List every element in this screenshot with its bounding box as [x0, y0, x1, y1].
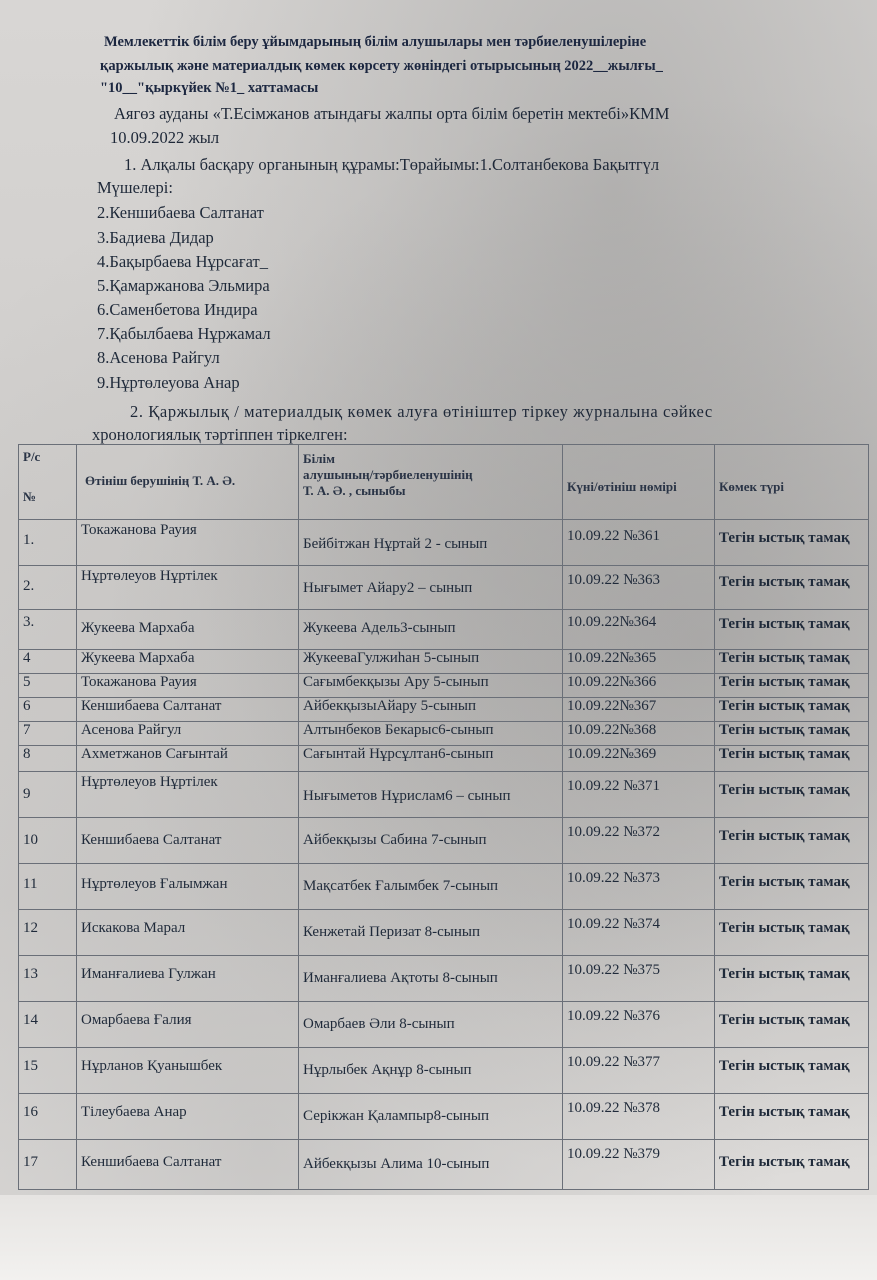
- student-name: Алтынбеков Бекарыс6-сынып: [299, 722, 563, 746]
- aid-type: Тегін ыстық тамақ: [715, 772, 869, 818]
- applicant-name: Нұртөлеуов Нұртілек: [77, 566, 299, 610]
- student-name: Мақсатбек Ғалымбек 7-сынып: [299, 864, 563, 910]
- applicant-name: Омарбаева Ғалия: [77, 1002, 299, 1048]
- application-date: 10.09.22№364: [563, 610, 715, 650]
- header-line-2: қаржылық және материалдық көмек көрсету жөніндегі отырысының 2022__жылғы_: [100, 58, 663, 74]
- table-row: [19, 772, 869, 818]
- aid-type: Тегін ыстық тамақ: [715, 910, 869, 956]
- applicant-name: Нұртөлеуов Ғалымжан: [77, 864, 299, 910]
- table-header-row: [19, 445, 869, 520]
- row-number: 10: [19, 818, 77, 864]
- row-number: 7: [19, 722, 77, 746]
- student-name: Кенжетай Перизат 8-сынып: [299, 910, 563, 956]
- student-name: Омарбаев Әли 8-сынып: [299, 1002, 563, 1048]
- aid-type: Тегін ыстық тамақ: [715, 520, 869, 566]
- application-date: 10.09.22 №379: [563, 1140, 715, 1190]
- applicant-name: Нұртөлеуов Нұртілек: [77, 772, 299, 818]
- section-2-subtitle: хронологиялық тәртіппен тіркелген:: [92, 425, 348, 444]
- table-row: [19, 910, 869, 956]
- applicant-name: Нұрланов Қуанышбек: [77, 1048, 299, 1094]
- applicant-name: Жукеева Мархаба: [77, 610, 299, 650]
- row-number: 13: [19, 956, 77, 1002]
- aid-type: Тегін ыстық тамақ: [715, 650, 869, 674]
- aid-type: Тегін ыстық тамақ: [715, 722, 869, 746]
- application-date: 10.09.22 №371: [563, 772, 715, 818]
- row-number: 17: [19, 1140, 77, 1190]
- header-date: Күні/өтініш нөмірі: [563, 445, 715, 520]
- applicant-name: Кеншибаева Салтанат: [77, 1140, 299, 1190]
- header-applicant: Өтініш берушінің Т. А. Ә.: [77, 445, 299, 520]
- row-number: 11: [19, 864, 77, 910]
- member-item: 9.Нұртөлеуова Анар: [97, 373, 240, 392]
- student-name: Сағынтай Нұрсұлтан6-сынып: [299, 746, 563, 772]
- application-date: 10.09.22№368: [563, 722, 715, 746]
- student-name: Айбекқызы Алима 10-сынып: [299, 1140, 563, 1190]
- member-item: 2.Кеншибаева Салтанат: [97, 203, 264, 222]
- row-number: 12: [19, 910, 77, 956]
- table-row: [19, 674, 869, 698]
- student-name: Нығымет Айару2 – сынып: [299, 566, 563, 610]
- aid-type: Тегін ыстық тамақ: [715, 864, 869, 910]
- table-row: [19, 956, 869, 1002]
- student-name: АйбекқызыАйару 5-сынып: [299, 698, 563, 722]
- application-date: 10.09.22№365: [563, 650, 715, 674]
- page-bottom-margin: [0, 1195, 877, 1280]
- section-2-title: 2. Қаржылық / материалдық көмек алуға өтініштер тіркеу журналына сәйкес: [130, 402, 713, 421]
- applicant-name: Искакова Марал: [77, 910, 299, 956]
- aid-type: Тегін ыстық тамақ: [715, 746, 869, 772]
- student-name: Сағымбекқызы Ару 5-сынып: [299, 674, 563, 698]
- table-row: [19, 746, 869, 772]
- applications-table: [18, 444, 869, 1190]
- application-date: 10.09.22№366: [563, 674, 715, 698]
- student-name: Айбекқызы Сабина 7-сынып: [299, 818, 563, 864]
- applicant-name: Кеншибаева Салтанат: [77, 698, 299, 722]
- row-number: 2.: [19, 566, 77, 610]
- aid-type: Тегін ыстық тамақ: [715, 566, 869, 610]
- row-number: 1.: [19, 520, 77, 566]
- header-number: Р/с №: [19, 445, 77, 520]
- student-name: Нығыметов Нұрислам6 – сынып: [299, 772, 563, 818]
- table-row: [19, 650, 869, 674]
- aid-type: Тегін ыстық тамақ: [715, 674, 869, 698]
- applicant-name: Токажанова Рауия: [77, 674, 299, 698]
- applicant-name: Асенова Райгул: [77, 722, 299, 746]
- row-number: 14: [19, 1002, 77, 1048]
- application-date: 10.09.22 №372: [563, 818, 715, 864]
- aid-type: Тегін ыстық тамақ: [715, 956, 869, 1002]
- member-item: 5.Қамаржанова Эльмира: [97, 276, 270, 295]
- header-line-3: "10__"қыркүйек №1_ хаттамасы: [100, 80, 319, 96]
- table-row: [19, 1002, 869, 1048]
- applicant-name: Тілеубаева Анар: [77, 1094, 299, 1140]
- row-number: 4: [19, 650, 77, 674]
- aid-type: Тегін ыстық тамақ: [715, 610, 869, 650]
- application-date: 10.09.22 №361: [563, 520, 715, 566]
- application-date: 10.09.22 №376: [563, 1002, 715, 1048]
- aid-type: Тегін ыстық тамақ: [715, 1140, 869, 1190]
- aid-type: Тегін ыстық тамақ: [715, 1094, 869, 1140]
- school-name: Аягөз ауданы «Т.Есімжанов атындағы жалпы орта білім беретін мектебі»КММ: [114, 104, 670, 123]
- table-row: [19, 1048, 869, 1094]
- applicant-name: Иманғалиева Гулжан: [77, 956, 299, 1002]
- row-number: 9: [19, 772, 77, 818]
- header-line-1: Мемлекеттік білім беру ұйымдарының білім алушылары мен тәрбиеленушілеріне: [104, 34, 647, 50]
- table-row: [19, 722, 869, 746]
- applicant-name: Токажанова Рауия: [77, 520, 299, 566]
- application-date: 10.09.22 №377: [563, 1048, 715, 1094]
- row-number: 6: [19, 698, 77, 722]
- member-item: 6.Саменбетова Индира: [97, 300, 258, 319]
- student-name: Бейбітжан Нұртай 2 - сынып: [299, 520, 563, 566]
- application-date: 10.09.22№369: [563, 746, 715, 772]
- member-item: 8.Асенова Райгул: [97, 348, 220, 367]
- member-item: 7.Қабылбаева Нұржамал: [97, 324, 271, 343]
- row-number: 5: [19, 674, 77, 698]
- table-row: [19, 1140, 869, 1190]
- document-date: 10.09.2022 жыл: [110, 128, 220, 147]
- row-number: 8: [19, 746, 77, 772]
- members-label: Мүшелері:: [97, 178, 173, 197]
- member-item: 4.Бақырбаева Нұрсағат_: [97, 252, 268, 271]
- student-name: Жукеева Адель3-сынып: [299, 610, 563, 650]
- aid-type: Тегін ыстық тамақ: [715, 1002, 869, 1048]
- applicant-name: Кеншибаева Салтанат: [77, 818, 299, 864]
- header-aid-type: Көмек түрі: [715, 445, 869, 520]
- table-row: [19, 566, 869, 610]
- application-date: 10.09.22 №375: [563, 956, 715, 1002]
- row-number: 3.: [19, 610, 77, 650]
- table-row: [19, 698, 869, 722]
- table-row: [19, 864, 869, 910]
- row-number: 15: [19, 1048, 77, 1094]
- aid-type: Тегін ыстық тамақ: [715, 1048, 869, 1094]
- application-date: 10.09.22 №374: [563, 910, 715, 956]
- section-1-title: 1. Алқалы басқару органының құрамы:Төрайымы:1.Солтанбекова Бақытгүл: [124, 155, 660, 174]
- aid-type: Тегін ыстық тамақ: [715, 698, 869, 722]
- application-date: 10.09.22 №373: [563, 864, 715, 910]
- table-row: [19, 520, 869, 566]
- applicant-name: Ахметжанов Сағынтай: [77, 746, 299, 772]
- table-row: [19, 1094, 869, 1140]
- application-date: 10.09.22№367: [563, 698, 715, 722]
- header-student: Білім алушының/тәрбиеленушінің Т. А. Ә. , сыныбы: [299, 445, 563, 520]
- student-name: Серікжан Қалампыр8-сынып: [299, 1094, 563, 1140]
- applicant-name: Жукеева Мархаба: [77, 650, 299, 674]
- row-number: 16: [19, 1094, 77, 1140]
- application-date: 10.09.22 №378: [563, 1094, 715, 1140]
- table-row: [19, 818, 869, 864]
- student-name: ЖукееваГулжиһан 5-сынып: [299, 650, 563, 674]
- aid-type: Тегін ыстық тамақ: [715, 818, 869, 864]
- member-item: 3.Бадиева Дидар: [97, 228, 214, 247]
- table-row: [19, 610, 869, 650]
- student-name: Нұрлыбек Ақнұр 8-сынып: [299, 1048, 563, 1094]
- application-date: 10.09.22 №363: [563, 566, 715, 610]
- student-name: Иманғалиева Ақтоты 8-сынып: [299, 956, 563, 1002]
